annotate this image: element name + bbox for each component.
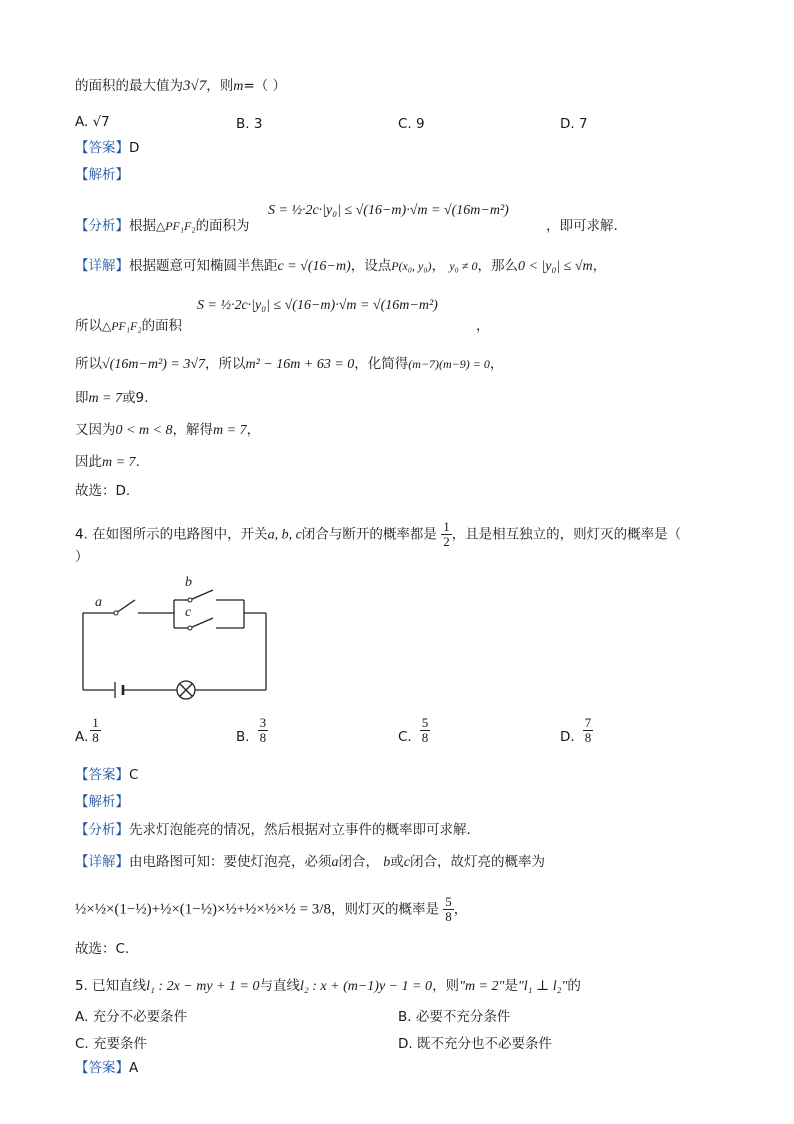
q4-choice: 故选：C. <box>75 941 130 957</box>
q4-stem-end: ） <box>75 549 89 565</box>
q3-line4: 即m = 7或9. <box>75 390 149 406</box>
q5-option-a: A. 充分不必要条件 <box>75 1009 188 1025</box>
switch-a-label: a <box>95 595 102 610</box>
q4-result-fraction: $\frac{5}{8}$ <box>445 894 452 924</box>
q4-analysis-label: 【解析】 <box>75 794 129 810</box>
q4-option-a: A. $\frac{1}{8}$ <box>75 715 99 745</box>
q3-fenxi: 【分析】根据△PF₁F₂的面积为 <box>75 218 250 234</box>
q3-analysis-label: 【解析】 <box>75 167 129 183</box>
q3-line5: 又因为0 < m < 8，解得m = 7， <box>75 422 261 438</box>
q4-stem: 4. 在如图所示的电路图中，开关a, b, c闭合与断开的概率都是 $\frac{1}{2}$ ，且是相互独立的，则灯灭的概率是（ <box>75 519 682 549</box>
q3-line2: 所以△PF₁F₂的面积 <box>75 318 183 334</box>
q5-option-b: B. 必要不充分条件 <box>398 1009 511 1025</box>
q3-fenxi-end: ，即可求解. <box>546 218 618 234</box>
q5-option-d: D. 既不充分也不必要条件 <box>398 1036 552 1052</box>
q4-xiangjie: 【详解】由电路图可知：要使灯泡亮，必须a闭合， b或c闭合，故灯亮的概率为 <box>75 854 546 870</box>
q3-line6: 因此m = 7. <box>75 454 140 470</box>
q4-option-d: D. $\frac{7}{8}$ <box>560 715 592 745</box>
q3-option-d: D. 7 <box>560 116 588 132</box>
q4-option-c: C. $\frac{5}{8}$ <box>398 715 429 745</box>
q4-fenxi: 【分析】先求灯泡能亮的情况，然后根据对立事件的概率即可求解. <box>75 822 471 838</box>
circuit-diagram <box>70 570 280 705</box>
q4-option-b: B. $\frac{3}{8}$ <box>236 715 267 745</box>
q3-answer: 【答案】D <box>75 140 140 156</box>
q3-option-c: C. 9 <box>398 116 425 132</box>
q5-option-c: C. 充要条件 <box>75 1036 148 1052</box>
q3-fenxi-formula: S = ½·2c·|y₀| ≤ √(16−m)·√m = √(16m−m²) <box>268 203 509 218</box>
q3-option-b: B. 3 <box>236 116 263 132</box>
q4-answer: 【答案】C <box>75 767 139 783</box>
switch-c-label: c <box>185 605 192 620</box>
q5-answer: 【答案】A <box>75 1060 139 1076</box>
q3-xiangjie: 【详解】根据题意可知椭圆半焦距c = √(16−m)，设点P(x₀, y₀)， y₀ ≠ 0，那么0 < |y₀| ≤ √m， <box>75 258 607 274</box>
q4-calc: ½×½×(1−½)+½×(1−½)×½+½×½×½ = 3/8，则灯灭的概率是 $\frac{5}{8}$ ， <box>75 894 468 924</box>
q3-stem-tail: 的面积的最大值为3√7，则m=（ ） <box>75 78 286 94</box>
q5-stem: 5. 已知直线l₁ : 2x − my + 1 = 0与直线l₂ : x + (m−1)y − 1 = 0，则"m = 2"是"l₁ ⊥ l₂"的 <box>75 978 581 994</box>
q4-half-fraction: $\frac{1}{2}$ <box>443 519 450 549</box>
q3-line2-formula: S = ½·2c·|y₀| ≤ √(16−m)·√m = √(16m−m²) <box>197 298 438 313</box>
q3-option-a: A. √7 <box>75 114 110 130</box>
switch-b-label: b <box>185 575 192 590</box>
q3-choice: 故选：D. <box>75 483 131 499</box>
q3-line3: 所以√(16m−m²) = 3√7，所以m² − 16m + 63 = 0，化简得(m−7)(m−9) = 0， <box>75 356 504 372</box>
q3-line2-end: ， <box>476 318 490 334</box>
